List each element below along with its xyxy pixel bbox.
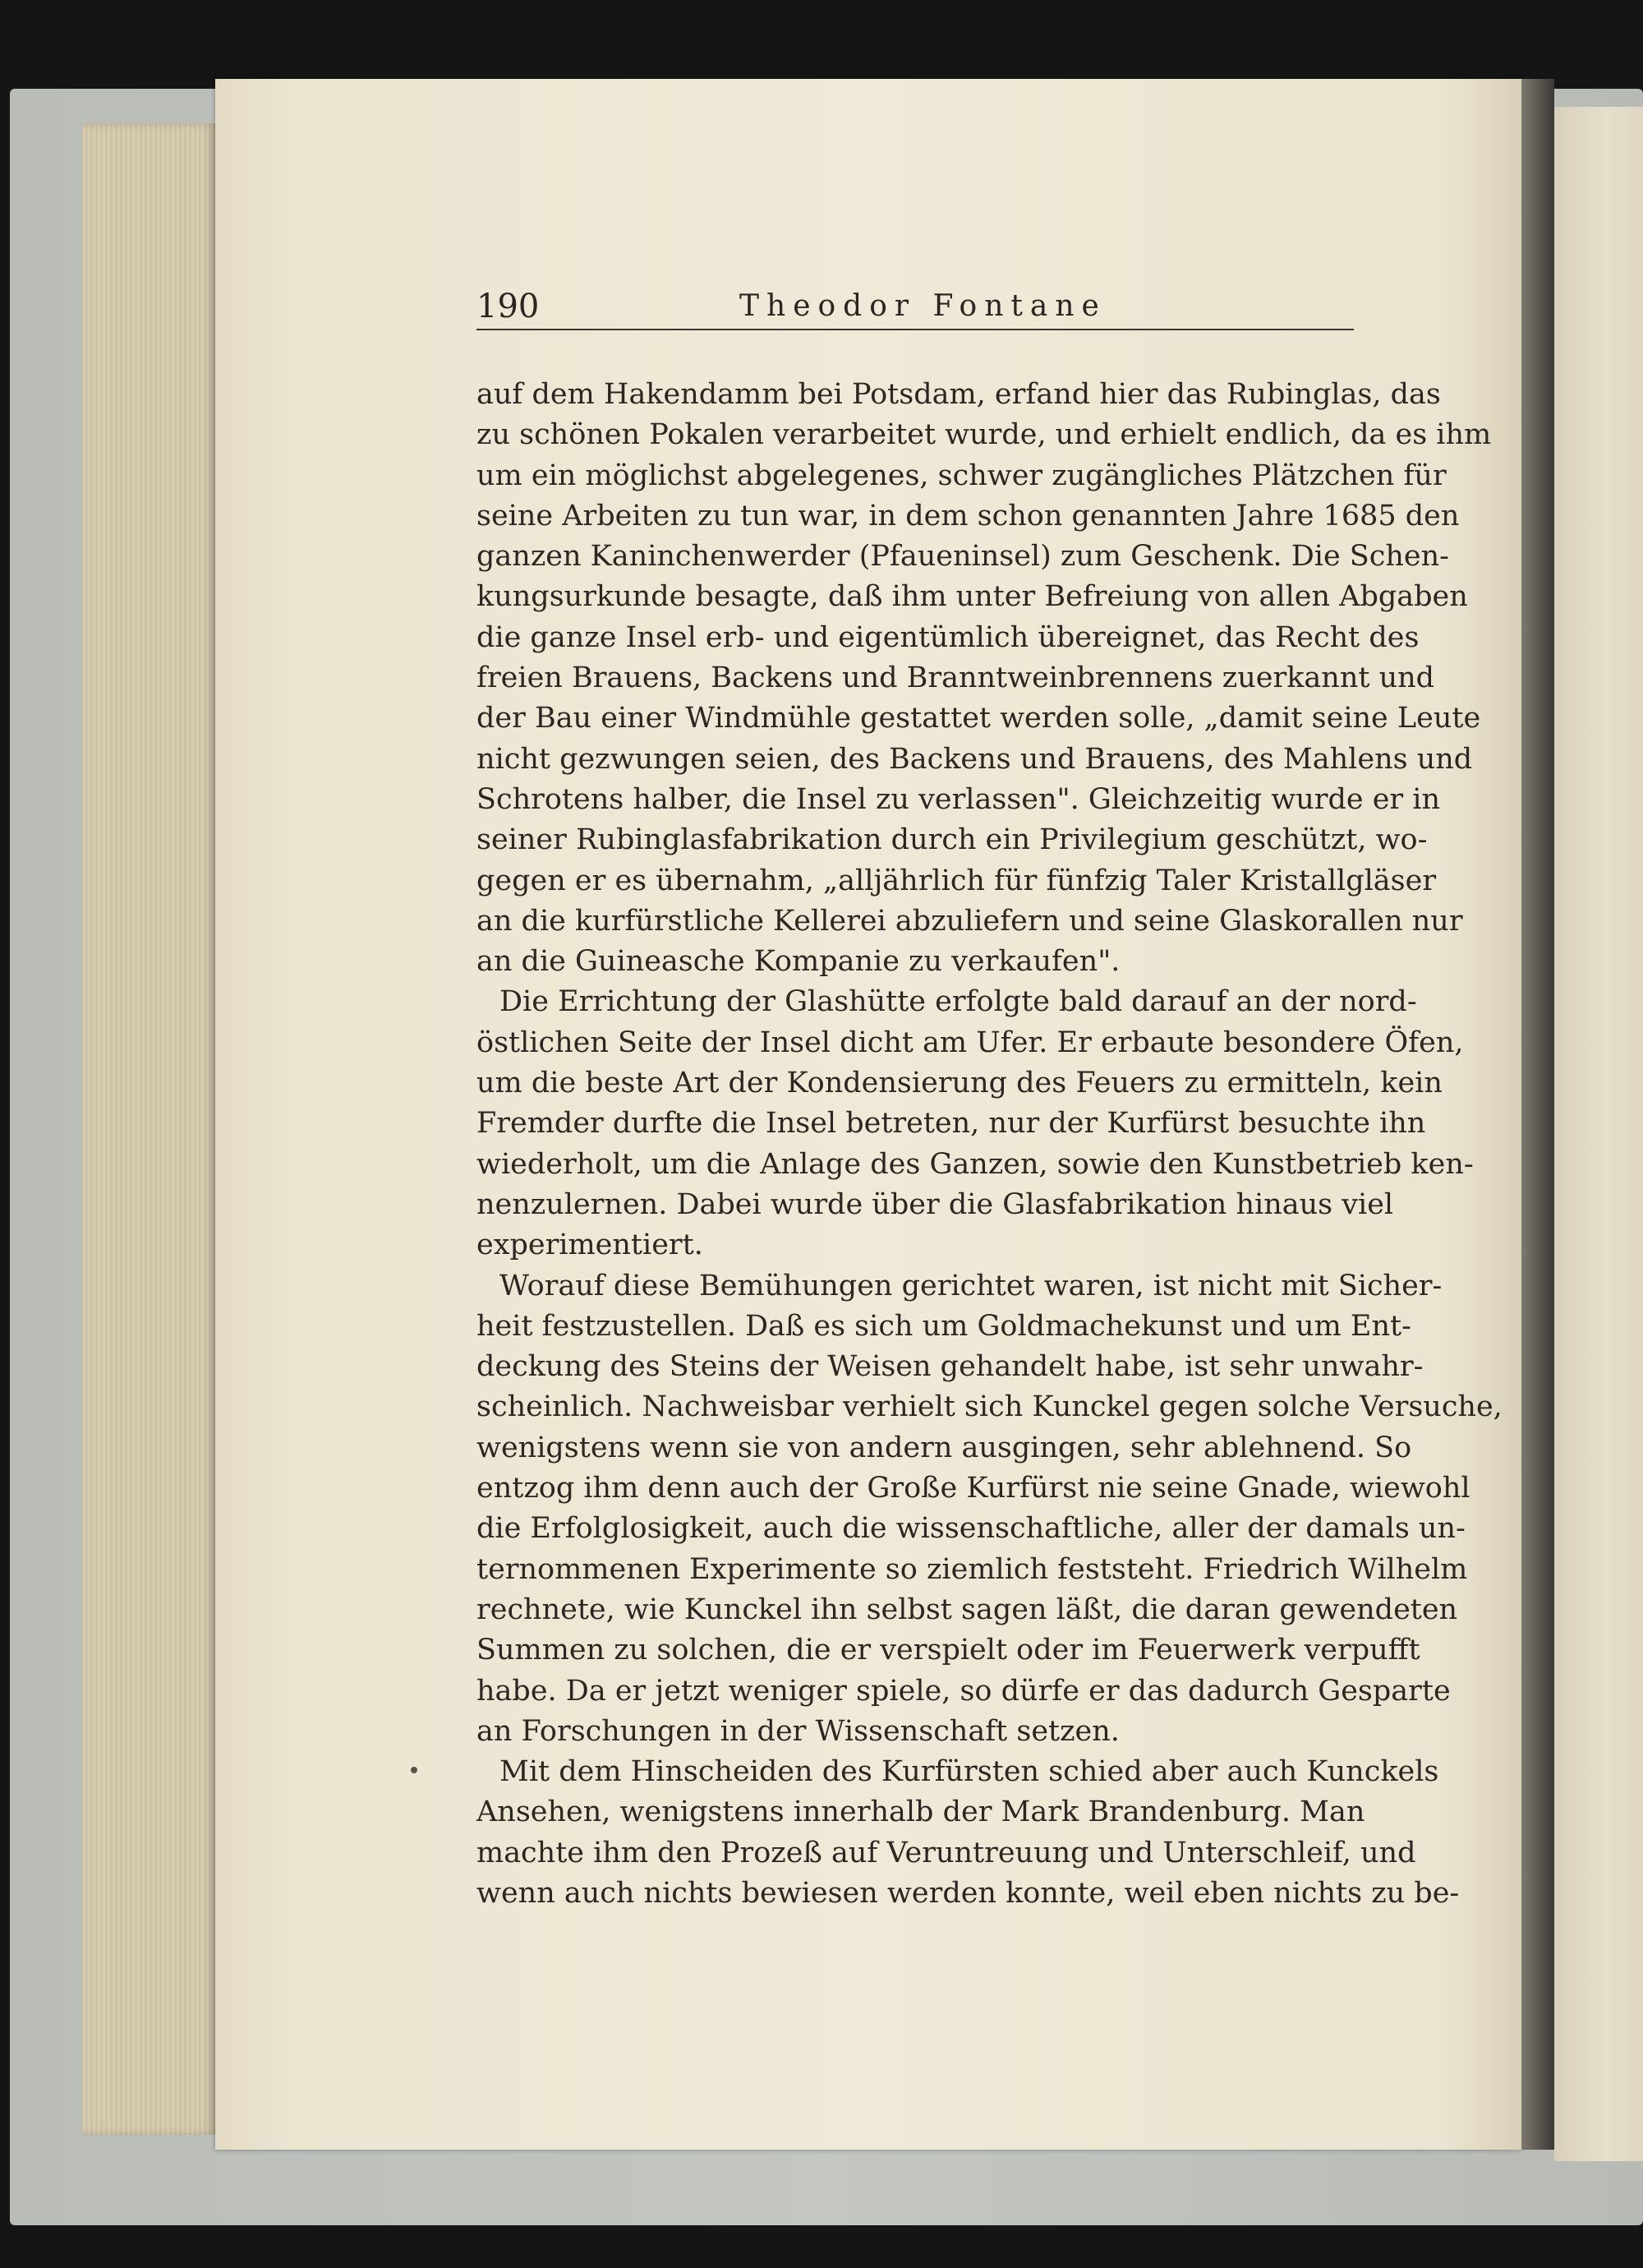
text-line: der Bau einer Windmühle gestattet werden solle, „damit seine Leute <box>476 702 1481 735</box>
text-line: Die Errichtung der Glashütte erfolgte bald darauf an der nord- <box>499 985 1417 1019</box>
facing-page-edge <box>1554 107 1643 2161</box>
text-line: zu schönen Pokalen verarbeitet wurde, und erhielt endlich, da es ihm <box>476 418 1492 452</box>
text-line: östlichen Seite der Insel dicht am Ufer. Er erbaute besondere Öfen, <box>476 1026 1464 1059</box>
text-line: Schrotens halber, die Insel zu verlassen". Gleichzeitig wurde er in <box>476 782 1441 816</box>
running-head <box>476 288 1354 330</box>
text-line: kungsurkunde besagte, daß ihm unter Befreiung von allen Abgaben <box>476 580 1468 614</box>
text-line: um ein möglichst abgelegenes, schwer zugängliches Plätzchen für <box>476 459 1447 492</box>
text-line: nicht gezwungen seien, des Backens und Brauens, des Mahlens und <box>476 742 1473 776</box>
text-line: an die Guineasche Kompanie zu verkaufen". <box>476 945 1121 979</box>
text-line: nenzulernen. Dabei wurde über die Glasfabrikation hinaus viel <box>476 1187 1394 1221</box>
page-edges <box>82 123 215 2135</box>
text-line: die ganze Insel erb- und eigentümlich übereignet, das Recht des <box>476 620 1420 654</box>
text-line: ganzen Kaninchenwerder (Pfaueninsel) zum Geschenk. Die Schen- <box>476 540 1449 574</box>
text-line: scheinlich. Nachweisbar verhielt sich Kunckel gegen solche Versuche, <box>476 1390 1503 1424</box>
text-line: Ansehen, wenigstens innerhalb der Mark Brandenburg. Man <box>476 1796 1365 1829</box>
text-line: Worauf diese Bemühungen gerichtet waren, ist nicht mit Sicher- <box>499 1269 1443 1302</box>
text-line: Summen zu solchen, die er verspielt oder im Feuerwerk verpufft <box>476 1634 1420 1667</box>
text-line: wiederholt, um die Anlage des Ganzen, sowie den Kunstbetrieb ken- <box>476 1147 1474 1181</box>
text-line: heit festzustellen. Daß es sich um Goldmachekunst und um Ent- <box>476 1309 1411 1343</box>
text-line: rechnete, wie Kunckel ihn selbst sagen läßt, die daran gewendeten <box>476 1593 1458 1626</box>
text-line: um die beste Art der Kondensierung des Feuers zu ermitteln, kein <box>476 1067 1443 1100</box>
text-line: Fremder durfte die Insel betreten, nur der Kurfürst besuchte ihn <box>476 1107 1426 1141</box>
text-line: auf dem Hakendamm bei Potsdam, erfand hier das Rubinglas, das <box>476 378 1441 411</box>
text-line: wenn auch nichts bewiesen werden konnte, weil eben nichts zu be- <box>476 1876 1460 1910</box>
text-line: ternommenen Experimente so ziemlich feststeht. Friedrich Wilhelm <box>476 1552 1468 1586</box>
text-line: experimentiert. <box>476 1228 703 1262</box>
text-line: Mit dem Hinscheiden des Kurfürsten schied aber auch Kunckels <box>499 1755 1439 1789</box>
gutter-shadow <box>1521 79 1554 2150</box>
text-line: wenigstens wenn sie von andern ausgingen, sehr ablehnend. So <box>476 1431 1412 1464</box>
text-line: habe. Da er jetzt weniger spiele, so dürfe er das dadurch Gesparte <box>476 1674 1451 1708</box>
margin-dot <box>411 1767 417 1773</box>
text-line: die Erfolglosigkeit, auch die wissenschaftliche, aller der damals un- <box>476 1512 1466 1546</box>
text-line: machte ihm den Prozeß auf Veruntreuung und Unterschleif, und <box>476 1836 1416 1869</box>
text-line: an die kurfürstliche Kellerei abzuliefern und seine Glaskorallen nur <box>476 904 1463 938</box>
text-line: seine Arbeiten zu tun war, in dem schon genannten Jahre 1685 den <box>476 499 1460 532</box>
text-line: freien Brauens, Backens und Branntweinbrennens zuerkannt und <box>476 662 1435 695</box>
running-title: Theodor Fontane <box>739 289 1107 323</box>
text-line: gegen er es übernahm, „alljährlich für fünfzig Taler Kristallgläser <box>476 864 1437 897</box>
body-text <box>476 375 1503 1914</box>
text-line: entzog ihm denn auch der Große Kurfürst nie seine Gnade, wiewohl <box>476 1472 1470 1505</box>
text-line: an Forschungen in der Wissenschaft setzen. <box>476 1714 1120 1748</box>
text-line: seiner Rubinglasfabrikation durch ein Privilegium geschützt, wo- <box>476 823 1428 857</box>
text-line: deckung des Steins der Weisen gehandelt habe, ist sehr unwahr- <box>476 1350 1424 1384</box>
page-number: 190 <box>476 288 540 325</box>
